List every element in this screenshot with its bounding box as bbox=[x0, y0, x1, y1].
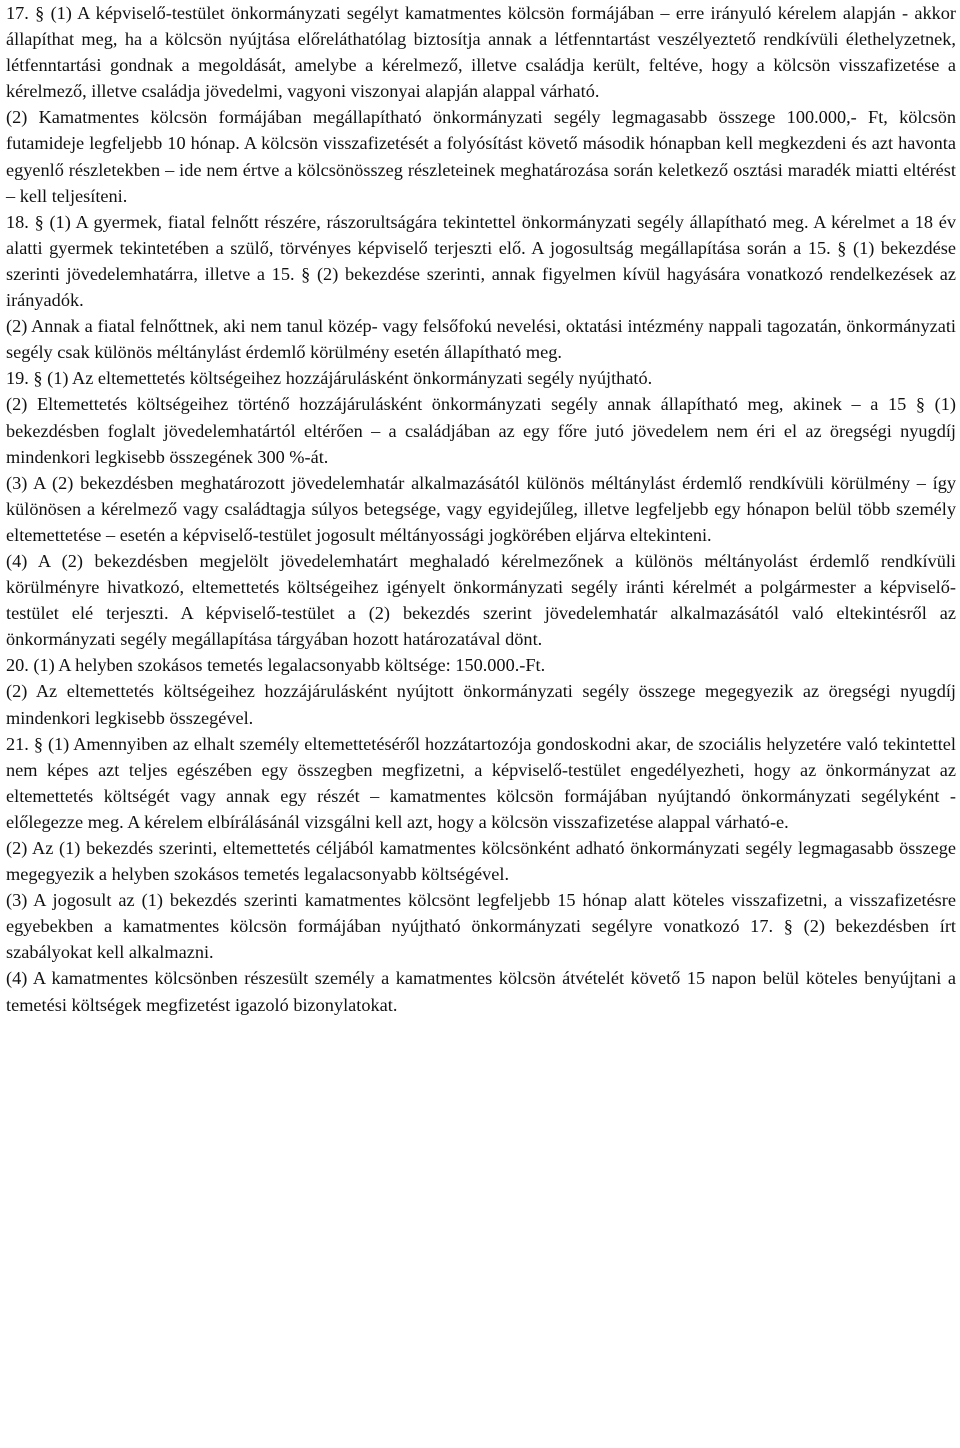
paragraph-18-2: (2) Annak a fiatal felnőttnek, aki nem tanul közép- vagy felsőfokú nevelési, oktatási intézmény nappali tagozatán, önkormányzati segély csak különös méltánylást érdemlő körülmény esetén állapítható meg. bbox=[6, 316, 956, 363]
paragraph-18-1: 18. § (1) A gyermek, fiatal felnőtt részére, rászorultságára tekintettel önkormányzati segély állapítható meg. A kérelmet a 18 év alatti gyermek tekintetében a szülő, törvényes képviselő terjeszti elő. A jogosultság megállapítása során a 15. § (1) bekezdése szerinti jövedelemhatárra, illetve a 15. § (2) bekezdése szerinti, annak figyelmen kívül hagyására vonatkozó rendelkezések az irányadók. bbox=[6, 211, 956, 311]
paragraph-17-1: 17. § (1) A képviselő-testület önkormányzati segélyt kamatmentes kölcsön formájában – erre irányuló kérelem alapján - akkor állapíthat meg, ha a kölcsön nyújtása előreláthatólag biztosítja annak a létfenntartást veszélyeztető rendkívüli élethelyzetnek, létfenntartási gondnak a megoldását, amelybe a kérelmező, illetve családja került, feltéve, hogy a kölcsön visszafizetése a kérelmező, illetve családja jövedelmi, vagyoni viszonyai alapján alappal várható. bbox=[6, 3, 956, 102]
paragraph-17-2: (2) Kamatmentes kölcsön formájában megállapítható önkormányzati segély legmagasabb összege 100.000,- Ft, kölcsön futamideje legfeljebb 10 hónap. A kölcsön visszafizetését a folyósítást követő második hónapban kell megkezdeni és azt havonta egyenlő részletekben – ide nem értve a kölcsönösszeg részleteinek meghatározása során keletkező osztási maradék miatti eltérést – kell teljesíteni. bbox=[6, 107, 956, 206]
paragraph-19-3: (3) A (2) bekezdésben meghatározott jövedelemhatár alkalmazásától különös méltánylást érdemlő rendkívüli körülmény – így különösen a kérelmező vagy családtagja súlyos betegsége, vagy egyidejűleg, illetve legfeljebb egy hónapon belül több személy eltemettetése – esetén a képviselő-testület jogosult méltányossági jogkörében eljárva eltekinteni. bbox=[6, 472, 956, 545]
paragraph-21-4: (4) A kamatmentes kölcsönben részesült személy a kamatmentes kölcsön átvételét követő 15 napon belül köteles benyújtani a temetési költségek megfizetést igazoló bizonylatokat. bbox=[6, 968, 956, 1015]
paragraph-21-3: (3) A jogosult az (1) bekezdés szerinti kamatmentes kölcsönt legfeljebb 15 hónap alatt köteles visszafizetni, a visszafizetésre egyebekben a kamatmentes kölcsön formájában nyújtható önkormányzati segélyre vonatkozó 17. § (2) bekezdésben írt szabályokat kell alkalmazni. bbox=[6, 890, 956, 963]
paragraph-19-4: (4) A (2) bekezdésben megjelölt jövedelemhatárt meghaladó kérelmezőnek a különös méltányolást érdemlő rendkívüli körülményre hivatkozó, eltemettetés költségeihez igényelt önkormányzati segély iránti kérelmét a polgármester a képviselő-testület elé terjeszti. A képviselő-testület a (2) bekezdés szerint jövedelemhatár alkalmazásától való eltekintésről az önkormányzati segély megállapítása tárgyában hozott határozatával dönt. bbox=[6, 550, 956, 650]
paragraph-21-1: 21. § (1) Amennyiben az elhalt személy eltemettetéséről hozzátartozója gondoskodni akar, de szociális helyzetére való tekintettel nem képes azt teljes egészében egy összegben megfizetni, a képviselő-testület engedélyezheti, hogy az önkormányzat az eltemettetés költségét vagy annak egy részét – kamatmentes kölcsön formájában nyújtandó önkormányzati segélyként - előlegezze meg. A kérelem elbírálásánál vizsgálni kell azt, hogy a kölcsön visszafizetése alappal várható-e. bbox=[6, 733, 956, 832]
paragraph-20-2: (2) Az eltemettetés költségeihez hozzájárulásként nyújtott önkormányzati segély összege megegyezik az öregségi nyugdíj mindenkori legkisebb összegével. bbox=[6, 681, 956, 728]
paragraph-19-2: (2) Eltemettetés költségeihez történő hozzájárulásként önkormányzati segély annak állapítható meg, akinek – a 15 § (1) bekezdésben foglalt jövedelemhatártól eltérően – a családjában az egy főre jutó jövedelem nem éri el az öregségi nyugdíj mindenkori legkisebb összegének 300 %-át. bbox=[6, 394, 956, 467]
paragraph-21-2: (2) Az (1) bekezdés szerinti, eltemettetés céljából kamatmentes kölcsönként adható önkormányzati segély legmagasabb összege megegyezik a helyben szokásos temetés legalacsonyabb költségével. bbox=[6, 838, 956, 885]
paragraph-19-1: 19. § (1) Az eltemettetés költségeihez hozzájárulásként önkormányzati segély nyújtható. bbox=[6, 368, 653, 389]
paragraph-20-1: 20. (1) A helyben szokásos temetés legalacsonyabb költsége: 150.000.-Ft. bbox=[6, 655, 546, 676]
